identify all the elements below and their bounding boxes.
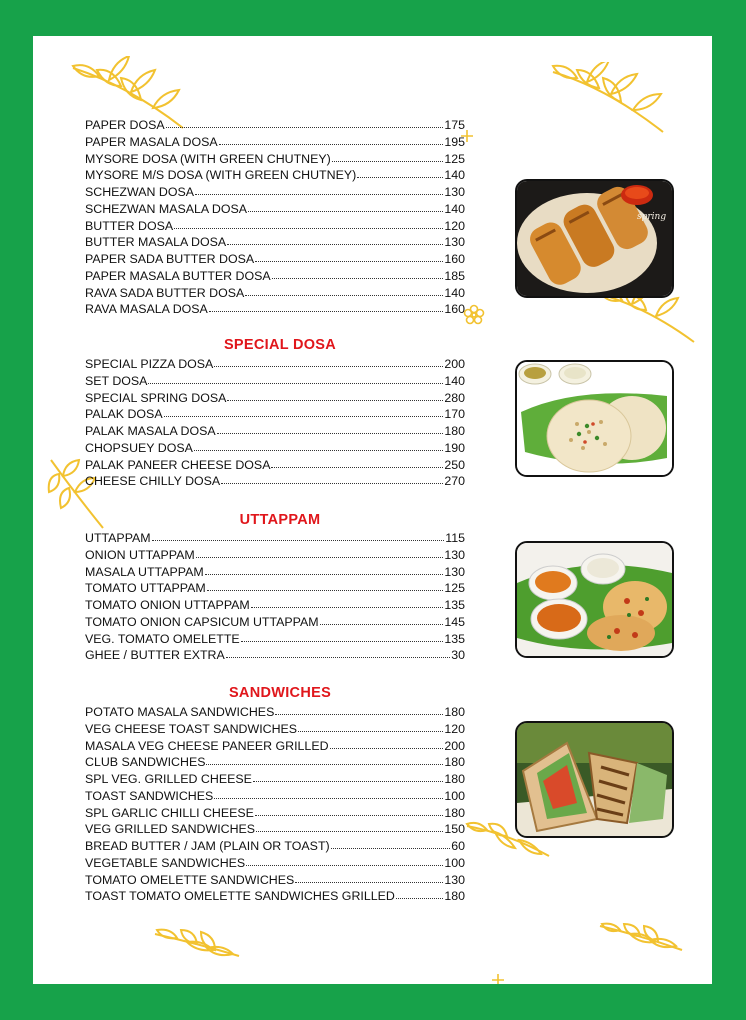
dot-leader <box>164 405 444 417</box>
menu-item-name: TOAST TOMATO OMELETTE SANDWICHES GRILLED <box>85 889 395 904</box>
dot-leader <box>207 579 444 591</box>
special-dosa-menu-item <box>85 390 465 407</box>
menu-item-price: 150 <box>444 822 465 837</box>
menu-item-price: 140 <box>444 168 465 183</box>
menu-item-price: 140 <box>444 373 465 388</box>
menu-item-name: TOMATO ONION CAPSICUM UTTAPPAM <box>85 614 319 629</box>
dot-leader <box>245 284 443 296</box>
sandwich-menu-item <box>85 738 465 755</box>
dosa-menu-list <box>85 117 465 318</box>
menu-item-price: 200 <box>444 357 465 371</box>
dot-leader <box>331 837 451 849</box>
dot-leader <box>206 753 443 765</box>
uttappam-menu-list <box>85 530 465 664</box>
dot-leader <box>195 183 443 195</box>
uttappam-menu-item <box>85 547 465 564</box>
sandwich-menu-item <box>85 721 465 738</box>
menu-item-price: 160 <box>444 302 465 317</box>
menu-item-name: PALAK MASALA DOSA <box>85 424 216 438</box>
dot-leader <box>246 854 443 866</box>
menu-item-price: 135 <box>444 598 465 612</box>
dot-leader <box>152 529 445 541</box>
special-dosa-menu-item <box>85 457 465 474</box>
menu-item-name: UTTAPPAM <box>85 531 151 545</box>
sandwich-menu-item <box>85 771 465 788</box>
menu-item-name: CHEESE CHILLY DOSA <box>85 474 221 489</box>
dot-leader <box>221 472 443 484</box>
menu-item-price: 270 <box>444 474 465 489</box>
menu-item-price: 120 <box>444 218 465 233</box>
uttappam-menu-item <box>85 597 465 614</box>
menu-item-name: SET DOSA <box>85 373 148 388</box>
menu-item-price: 160 <box>444 252 465 266</box>
menu-item-name: SPECIAL PIZZA DOSA <box>85 357 214 371</box>
dot-leader <box>148 372 443 384</box>
menu-item-price: 280 <box>444 390 465 405</box>
menu-item-name: PAPER DOSA <box>85 118 165 132</box>
uttappam-menu-item <box>85 631 465 648</box>
menu-item-price: 175 <box>444 118 465 132</box>
menu-item-name: SPL VEG. GRILLED CHEESE <box>85 772 252 786</box>
menu-item-name: PALAK PANEER CHEESE DOSA <box>85 457 271 472</box>
menu-item-name: RAVA MASALA DOSA <box>85 302 208 317</box>
menu-item-price: 125 <box>444 581 465 596</box>
menu-item-name: POTATO MASALA SANDWICHES <box>85 705 275 719</box>
dot-leader <box>320 613 444 625</box>
dosa-menu-item <box>85 201 465 218</box>
dosa-menu-item <box>85 167 465 184</box>
menu-item-price: 185 <box>444 268 465 283</box>
uttappam-menu-item <box>85 564 465 581</box>
dot-leader <box>330 737 444 749</box>
menu-item-name: SCHEZWAN DOSA <box>85 185 194 199</box>
menu-item-price: 120 <box>444 721 465 736</box>
special-dosa-menu-item <box>85 473 465 490</box>
sandwich-menu-item <box>85 855 465 872</box>
menu-item-name: GHEE / BUTTER EXTRA <box>85 648 225 663</box>
dot-leader <box>214 787 443 799</box>
sandwich-menu-item <box>85 838 465 855</box>
special-dosa-menu-item <box>85 423 465 440</box>
menu-item-price: 125 <box>444 151 465 166</box>
sandwich-menu-item <box>85 805 465 822</box>
menu-item-name: TOMATO ONION UTTAPPAM <box>85 598 250 612</box>
menu-item-name: MASALA VEG CHEESE PANEER GRILLED <box>85 738 329 753</box>
menu-item-price: 130 <box>444 547 465 562</box>
menu-item-name: TOMATO UTTAPPAM <box>85 581 206 596</box>
sparkle-decoration-icon <box>492 974 504 984</box>
dot-leader <box>214 355 443 367</box>
dot-leader <box>196 546 444 558</box>
dot-leader <box>275 703 443 715</box>
menu-item-name: VEG CHEESE TOAST SANDWICHES <box>85 721 298 736</box>
menu-item-price: 130 <box>444 185 465 199</box>
dosa-menu-item <box>85 251 465 268</box>
dot-leader <box>272 267 444 279</box>
special-dosa-menu-item <box>85 373 465 390</box>
dosa-menu-item <box>85 285 465 302</box>
menu-item-name: BUTTER DOSA <box>85 218 174 233</box>
menu-item-price: 30 <box>451 648 465 663</box>
dosa-menu-item <box>85 184 465 201</box>
dosa-photo <box>515 179 674 298</box>
menu-item-price: 140 <box>444 201 465 216</box>
dosa-menu-item <box>85 117 465 134</box>
sandwiches-menu-list <box>85 704 465 905</box>
dot-leader <box>227 389 443 401</box>
menu-item-price: 60 <box>451 839 465 853</box>
dosa-menu-item <box>85 151 465 168</box>
dot-leader <box>251 596 444 608</box>
menu-item-name: BUTTER MASALA DOSA <box>85 235 227 250</box>
special-dosa-menu-item <box>85 356 465 373</box>
uttappam-photo <box>515 541 674 658</box>
menu-item-name: PALAK DOSA <box>85 407 163 422</box>
dot-leader <box>217 422 444 434</box>
dot-leader <box>256 820 443 832</box>
sandwich-photo <box>515 721 674 838</box>
dot-leader <box>255 804 443 816</box>
menu-item-price: 180 <box>444 772 465 786</box>
menu-item-name: MYSORE DOSA (WITH GREEN CHUTNEY) <box>85 151 331 166</box>
menu-item-price: 200 <box>444 738 465 753</box>
menu-item-name: CHOPSUEY DOSA <box>85 440 193 455</box>
menu-item-name: PAPER SADA BUTTER DOSA <box>85 252 255 266</box>
special-dosa-heading: SPECIAL DOSA <box>223 337 337 353</box>
menu-item-price: 140 <box>444 285 465 300</box>
dot-leader <box>255 250 443 262</box>
menu-item-name: ONION UTTAPPAM <box>85 547 195 562</box>
dot-leader <box>174 217 443 229</box>
menu-item-price: 130 <box>444 235 465 250</box>
uttappam-heading: UTTAPPAM <box>239 512 321 528</box>
menu-item-name: VEGETABLE SANDWICHES <box>85 855 246 870</box>
special-dosa-menu-list <box>85 356 465 490</box>
sandwiches-heading: SANDWICHES <box>228 685 332 701</box>
dot-leader <box>396 887 443 899</box>
dot-leader <box>219 133 444 145</box>
menu-item-name: BREAD BUTTER / JAM (PLAIN OR TOAST) <box>85 839 330 853</box>
uttappam-menu-item <box>85 647 465 664</box>
menu-item-price: 250 <box>444 457 465 472</box>
menu-item-price: 130 <box>444 564 465 579</box>
menu-item-price: 195 <box>444 134 465 149</box>
special-dosa-menu-item <box>85 406 465 423</box>
menu-item-price: 130 <box>444 872 465 887</box>
menu-item-name: CLUB SANDWICHES <box>85 755 206 770</box>
dot-leader <box>166 116 444 128</box>
menu-item-name: SPL GARLIC CHILLI CHEESE <box>85 805 254 820</box>
dot-leader <box>209 300 444 312</box>
dot-leader <box>248 200 443 212</box>
menu-page <box>33 36 712 984</box>
special-dosa-menu-item <box>85 440 465 457</box>
menu-item-name: PAPER MASALA BUTTER DOSA <box>85 268 271 283</box>
menu-item-name: RAVA SADA BUTTER DOSA <box>85 285 245 300</box>
special-dosa-photo <box>515 360 674 477</box>
dot-leader <box>271 456 443 468</box>
sandwich-menu-item <box>85 888 465 905</box>
menu-item-price: 190 <box>444 440 465 455</box>
menu-item-price: 170 <box>444 407 465 422</box>
dosa-menu-item <box>85 268 465 285</box>
menu-item-price: 100 <box>444 788 465 803</box>
dot-leader <box>241 630 444 642</box>
menu-item-price: 180 <box>444 805 465 820</box>
menu-item-price: 180 <box>444 889 465 904</box>
dot-leader <box>227 233 443 245</box>
sandwich-menu-item <box>85 788 465 805</box>
menu-item-name: MYSORE M/S DOSA (WITH GREEN CHUTNEY) <box>85 168 357 183</box>
dosa-menu-item <box>85 234 465 251</box>
menu-item-name: TOAST SANDWICHES <box>85 788 214 803</box>
dot-leader <box>357 166 443 178</box>
menu-item-name: VEG GRILLED SANDWICHES <box>85 822 256 837</box>
uttappam-menu-item <box>85 614 465 631</box>
menu-item-price: 100 <box>444 855 465 870</box>
dot-leader <box>194 439 443 451</box>
menu-item-price: 115 <box>445 531 465 545</box>
dosa-photo-watermark: spring <box>637 212 667 222</box>
dot-leader <box>226 646 450 658</box>
sandwich-menu-item <box>85 872 465 889</box>
menu-item-name: MASALA UTTAPPAM <box>85 564 204 579</box>
menu-item-price: 145 <box>444 614 465 629</box>
sandwich-menu-item <box>85 821 465 838</box>
dot-leader <box>298 720 443 732</box>
uttappam-menu-item <box>85 530 465 547</box>
flower-decoration-icon <box>463 304 485 326</box>
dosa-menu-item <box>85 301 465 318</box>
dot-leader <box>253 770 443 782</box>
sandwich-menu-item <box>85 704 465 721</box>
uttappam-menu-item <box>85 580 465 597</box>
menu-item-name: SPECIAL SPRING DOSA <box>85 390 227 405</box>
menu-item-price: 180 <box>444 424 465 438</box>
dot-leader <box>205 563 444 575</box>
dot-leader <box>295 871 443 883</box>
dosa-menu-item <box>85 134 465 151</box>
menu-item-name: SCHEZWAN MASALA DOSA <box>85 201 248 216</box>
menu-item-price: 180 <box>444 755 465 770</box>
menu-item-name: VEG. TOMATO OMELETTE <box>85 631 240 646</box>
sandwich-menu-item <box>85 754 465 771</box>
leaf-decoration-icon <box>153 928 241 964</box>
menu-item-name: PAPER MASALA DOSA <box>85 134 218 149</box>
dosa-menu-item <box>85 218 465 235</box>
menu-item-price: 135 <box>444 631 465 646</box>
menu-item-price: 180 <box>444 705 465 719</box>
dot-leader <box>332 150 444 162</box>
leaf-decoration-icon <box>551 62 667 134</box>
leaf-decoration-icon <box>598 922 684 956</box>
menu-item-name: TOMATO OMELETTE SANDWICHES <box>85 872 295 887</box>
